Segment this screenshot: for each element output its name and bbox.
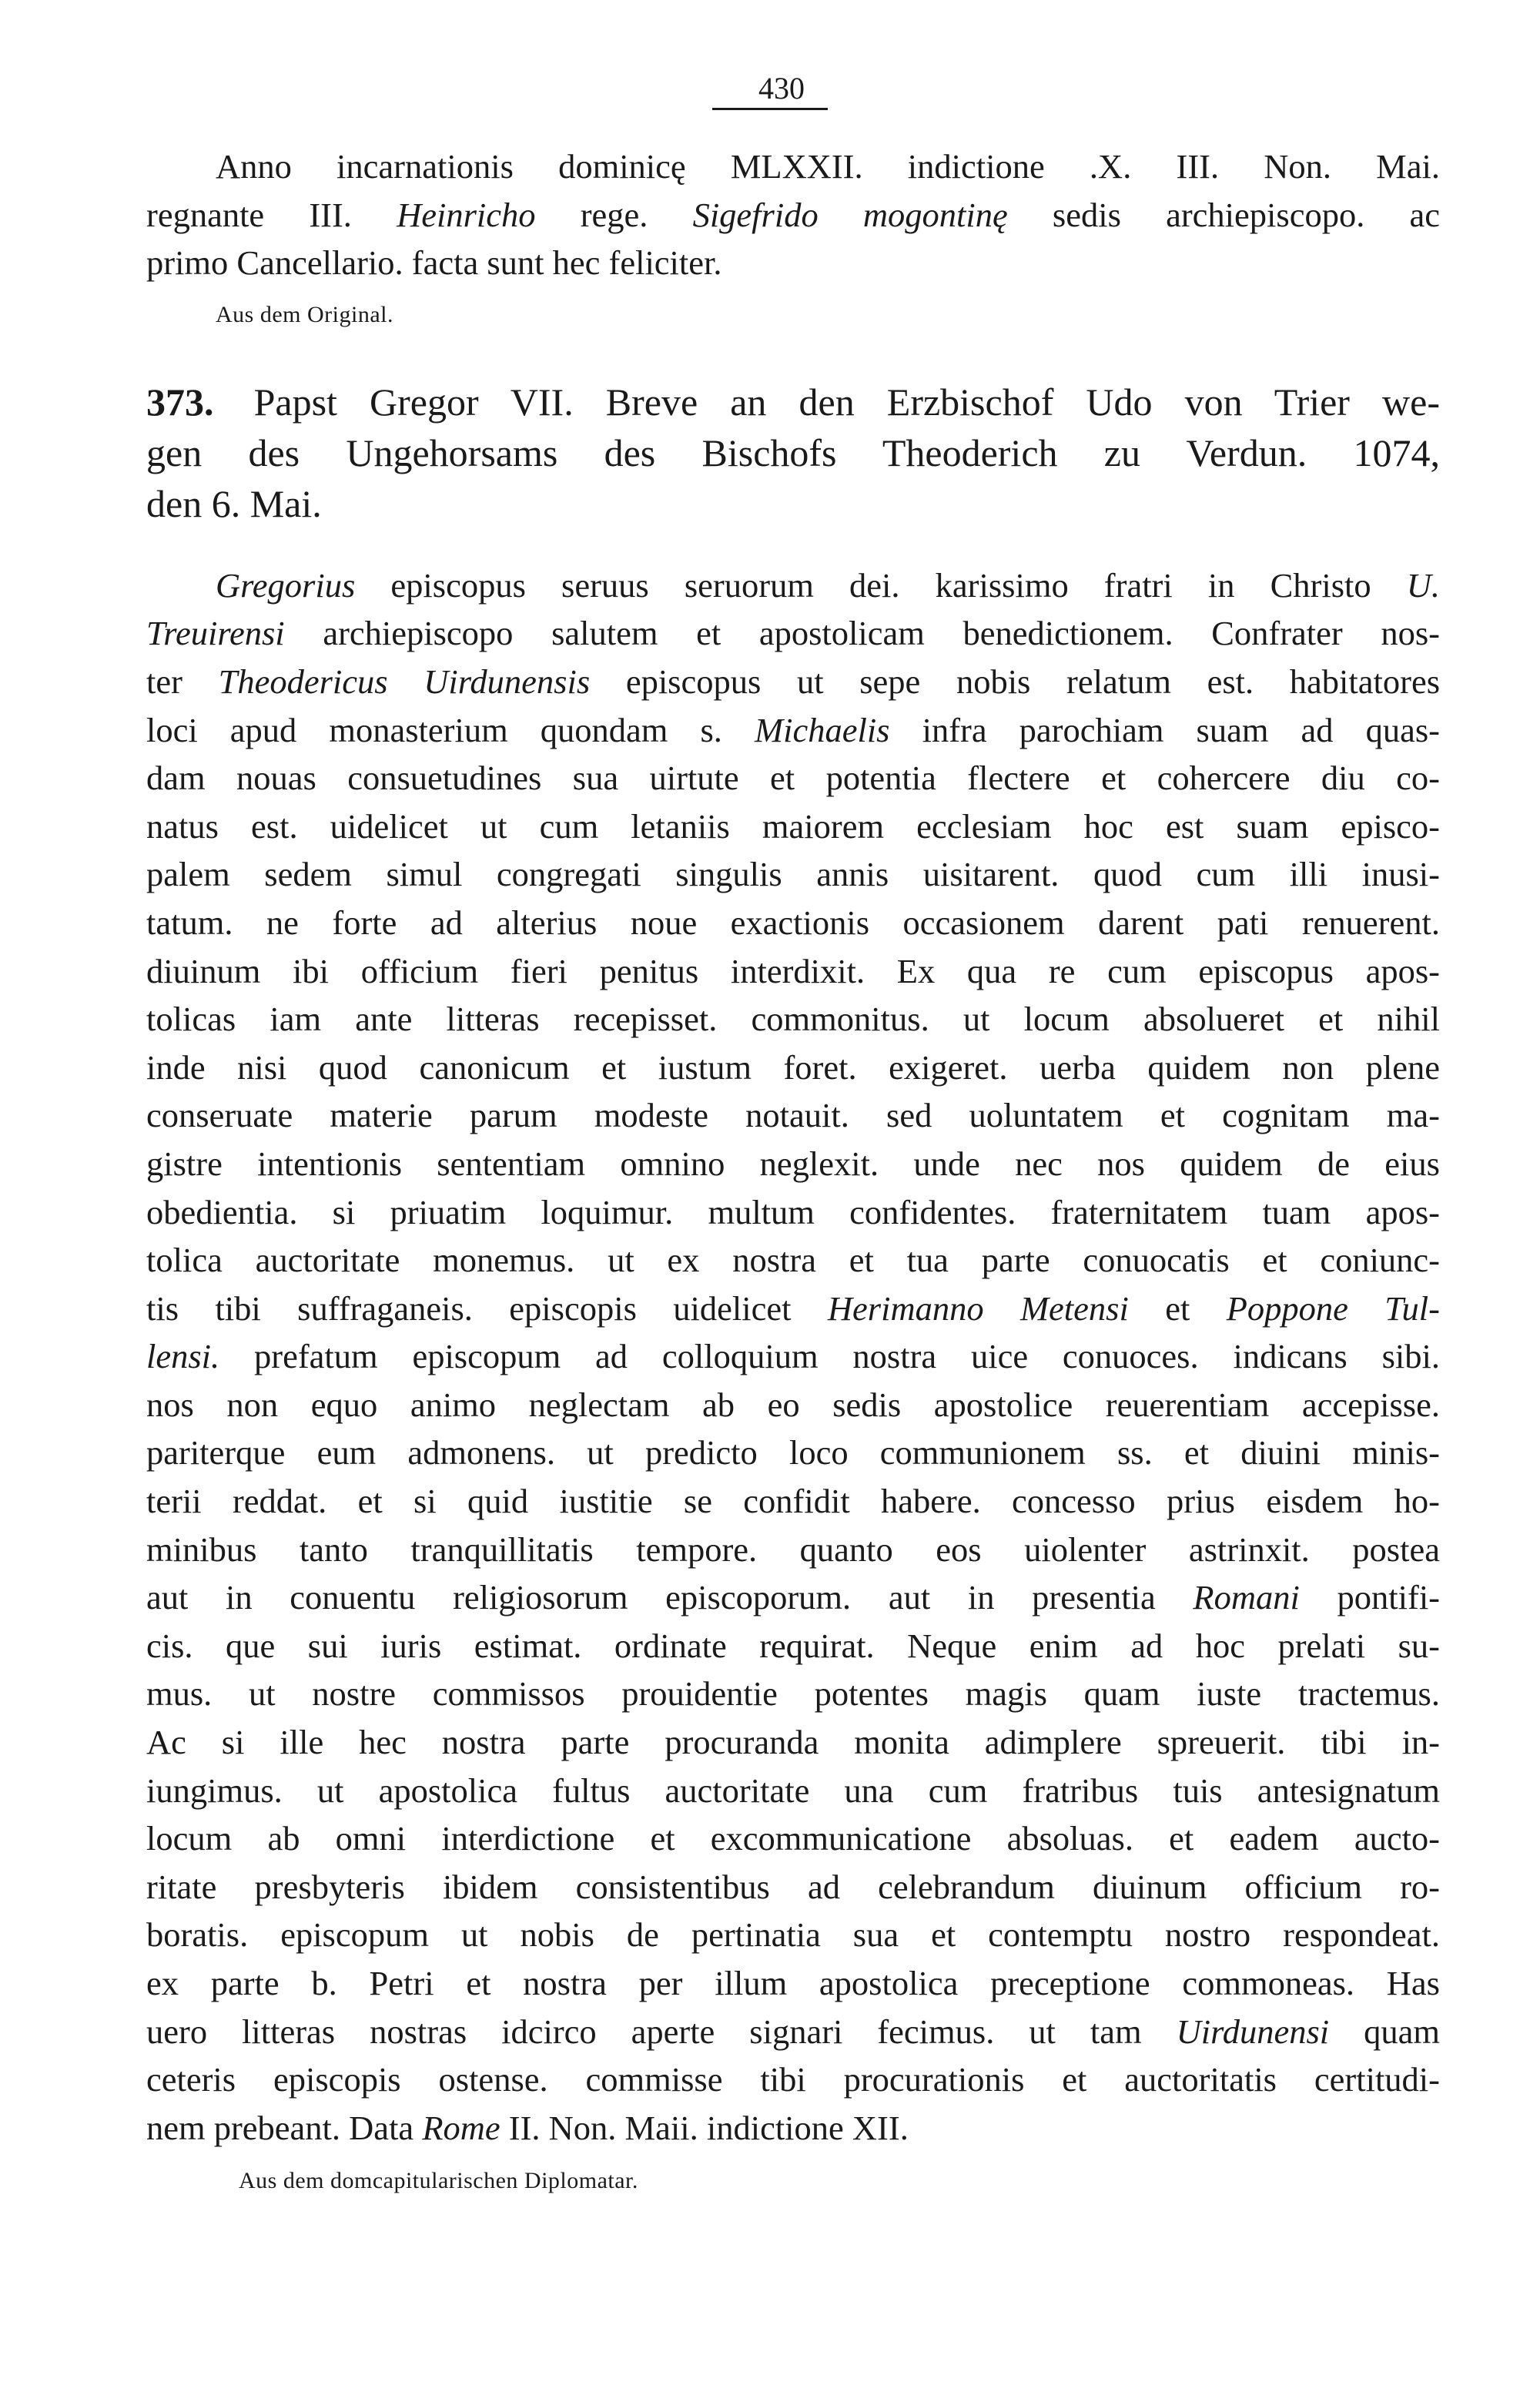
text-run: archiepiscopo salutem et apostolicam benedictionem. Confrater nos- bbox=[284, 614, 1440, 653]
text-run: tolica auctoritate monemus. ut ex nostra et tua parte conuocatis et coniunc- bbox=[146, 1241, 1440, 1280]
text-line bbox=[146, 142, 1440, 191]
text-run: palem sedem simul congregati singulis annis uisitarent. quod cum illi inusi- bbox=[146, 855, 1440, 894]
italic-name: Heinricho bbox=[397, 195, 536, 234]
heading-line: gen des Ungehorsams des Bischofs Theoderich zu Verdun. 1074, bbox=[146, 431, 1440, 474]
italic-name: Theodericus Uirdunensis bbox=[218, 662, 591, 701]
text-run: locum ab omni interdictione et excommunicatione absoluas. et eadem aucto- bbox=[146, 1819, 1440, 1858]
italic-name: Herimanno Metensi bbox=[827, 1288, 1129, 1328]
text-line bbox=[146, 1767, 1440, 1815]
text-line bbox=[146, 1622, 1440, 1670]
text-line bbox=[146, 2055, 1440, 2104]
text-run: tolicas iam ante litteras recepisset. commonitus. ut locum absolueret et nihil bbox=[146, 1000, 1440, 1039]
text-run: quam bbox=[1329, 2012, 1440, 2051]
text-line bbox=[146, 947, 1440, 996]
text-run: ritate presbyteris ibidem consistentibus ad celebrandum diuinum officium ro- bbox=[146, 1867, 1440, 1906]
text-run: pontifi- bbox=[1299, 1578, 1441, 1617]
text-run: primo Cancellario. facta sunt hec feliciter. bbox=[146, 243, 722, 283]
heading-line-text: Papst Gregor VII. Breve an den Erzbischof Udo von Trier we- bbox=[253, 380, 1440, 424]
italic-name: Uirdunensi bbox=[1176, 2012, 1330, 2051]
text-line bbox=[146, 1526, 1440, 1574]
text-run: episcopus seruus seruorum dei. karissimo fratri in Christo bbox=[355, 565, 1407, 605]
italic-name: Sigefrido mogontinę bbox=[692, 195, 1008, 234]
heading-line bbox=[146, 377, 1440, 427]
text-run: ceteris episcopis ostense. commisse tibi procurationis et auctoritatis certitudi- bbox=[146, 2060, 1440, 2099]
previous-document-closing bbox=[146, 142, 1440, 287]
text-run: conseruate materie parum modeste notauit. sed uoluntatem et cognitam ma- bbox=[146, 1096, 1440, 1135]
text-run: terii reddat. et si quid iustitie se confidit habere. concesso prius eisdem ho- bbox=[146, 1482, 1440, 1521]
text-run: tis tibi suffraganeis. episcopis uidelicet bbox=[146, 1288, 828, 1328]
text-run: obedientia. si priuatim loquimur. multum confidentes. fraternitatem tuam apos- bbox=[146, 1192, 1440, 1231]
letter-body bbox=[146, 561, 1440, 2153]
text-run: infra parochiam suam ad quas- bbox=[889, 710, 1440, 749]
text-run: gistre intentionis sententiam omnino neglexit. unde nec nos quidem de eius bbox=[146, 1144, 1440, 1183]
text-run: iungimus. ut apostolica fultus auctoritate una cum fratribus tuis antesignatum bbox=[146, 1771, 1440, 1810]
italic-name: Rome bbox=[422, 2108, 500, 2147]
text-run: mus. ut nostre commissos prouidentie potentes magis quam iuste tractemus. bbox=[146, 1674, 1440, 1714]
text-run: et bbox=[1128, 1288, 1227, 1328]
italic-name: Romani bbox=[1193, 1578, 1300, 1617]
italic-name: U. bbox=[1406, 565, 1440, 605]
text-line bbox=[146, 561, 1440, 610]
italic-name: Poppone Tul- bbox=[1226, 1288, 1440, 1328]
text-run: rege. bbox=[535, 195, 693, 234]
page-number-rule bbox=[712, 108, 828, 110]
text-run: Anno incarnationis dominicę MLXXII. indictione .X. III. Non. Mai. bbox=[216, 147, 1440, 186]
text-run: pariterque eum admonens. ut predicto loco communionem ss. et diuini minis- bbox=[146, 1433, 1440, 1472]
text-run: dam nouas consuetudines sua uirtute et potentia flectere et cohercere diu co- bbox=[146, 759, 1440, 798]
text-line bbox=[146, 1429, 1440, 1477]
text-run: minibus tanto tranquillitatis tempore. quanto eos uiolenter astrinxit. postea bbox=[146, 1529, 1440, 1569]
text-run: tatum. ne forte ad alterius noue exactionis occasionem darent pati renuerent. bbox=[146, 903, 1440, 942]
document-page bbox=[146, 69, 1440, 2196]
text-line bbox=[146, 1573, 1440, 1622]
text-run: nos non equo animo neglectam ab eo sedis apostolice reuerentiam accepisse. bbox=[146, 1385, 1440, 1424]
text-run: prefatum episcopum ad colloquium nostra uice conuoces. indicans sibi. bbox=[219, 1337, 1440, 1376]
text-line bbox=[146, 1911, 1440, 1959]
text-run: natus est. uidelicet ut cum letaniis maiorem ecclesiam hoc est suam episco- bbox=[146, 806, 1440, 846]
text-line bbox=[146, 1381, 1440, 1429]
italic-name: Michaelis bbox=[755, 710, 890, 749]
italic-name: lensi. bbox=[146, 1337, 220, 1376]
text-line bbox=[146, 1959, 1440, 2008]
text-run: cis. que sui iuris estimat. ordinate requirat. Neque enim ad hoc prelati su- bbox=[146, 1626, 1440, 1665]
text-line bbox=[146, 899, 1440, 947]
text-run: aut in conuentu religiosorum episcoporum. aut in presentia bbox=[146, 1578, 1194, 1617]
text-line bbox=[146, 1236, 1440, 1285]
text-line bbox=[146, 1188, 1440, 1237]
text-run: II. Non. Maii. indictione XII. bbox=[500, 2108, 909, 2147]
text-line bbox=[146, 802, 1440, 851]
text-line bbox=[146, 754, 1440, 802]
text-line bbox=[146, 706, 1440, 755]
text-line bbox=[146, 1332, 1440, 1381]
text-line bbox=[146, 1044, 1440, 1092]
source-note-original: Aus dem Original. bbox=[216, 301, 393, 327]
text-run: Ac si ille hec nostra parte procuranda monita adimplere spreuerit. tibi in- bbox=[146, 1723, 1440, 1762]
italic-name: Treuirensi bbox=[146, 614, 285, 653]
text-line bbox=[146, 609, 1440, 658]
page-number: 430 bbox=[758, 71, 805, 106]
source-note-diplomatar: Aus dem domcapitularischen Diplomatar. bbox=[239, 2168, 638, 2194]
text-line bbox=[146, 1718, 1440, 1767]
text-run: inde nisi quod canonicum et iustum foret. exigeret. uerba quidem non plene bbox=[146, 1047, 1440, 1087]
document-number: 373. bbox=[146, 380, 214, 424]
text-line bbox=[146, 1285, 1440, 1333]
text-run: uero litteras nostras idcirco aperte signari fecimus. ut tam bbox=[146, 2012, 1177, 2051]
text-line bbox=[146, 658, 1440, 706]
text-line bbox=[146, 1091, 1440, 1140]
text-line bbox=[146, 850, 1440, 899]
text-run: ex parte b. Petri et nostra per illum apostolica preceptione commoneas. Has bbox=[146, 1964, 1440, 2002]
text-run: loci apud monasterium quondam s. bbox=[146, 710, 755, 749]
text-run: regnante III. bbox=[146, 195, 397, 234]
text-line bbox=[146, 995, 1440, 1044]
text-line bbox=[146, 2104, 1440, 2153]
text-line bbox=[146, 191, 1440, 240]
text-line bbox=[146, 1863, 1440, 1911]
text-run: nem prebeant. Data bbox=[146, 2108, 423, 2147]
italic-name: Gregorius bbox=[216, 565, 356, 605]
heading-line: den 6. Mai. bbox=[146, 481, 322, 525]
text-line bbox=[146, 2008, 1440, 2056]
text-run: boratis. episcopum ut nobis de pertinatia sua et contemptu nostro respondeat. bbox=[146, 1915, 1440, 1955]
text-run: diuinum ibi officium fieri penitus interdixit. Ex qua re cum episcopus apos- bbox=[146, 951, 1440, 990]
text-run: sedis archiepiscopo. ac bbox=[1007, 195, 1440, 234]
text-line bbox=[146, 239, 1440, 287]
text-run: ter bbox=[146, 662, 219, 701]
text-line bbox=[146, 1670, 1440, 1718]
document-heading bbox=[146, 377, 1440, 529]
text-line bbox=[146, 1140, 1440, 1188]
text-line bbox=[146, 1814, 1440, 1863]
text-run: episcopus ut sepe nobis relatum est. habitatores bbox=[590, 662, 1441, 701]
text-line bbox=[146, 1477, 1440, 1526]
